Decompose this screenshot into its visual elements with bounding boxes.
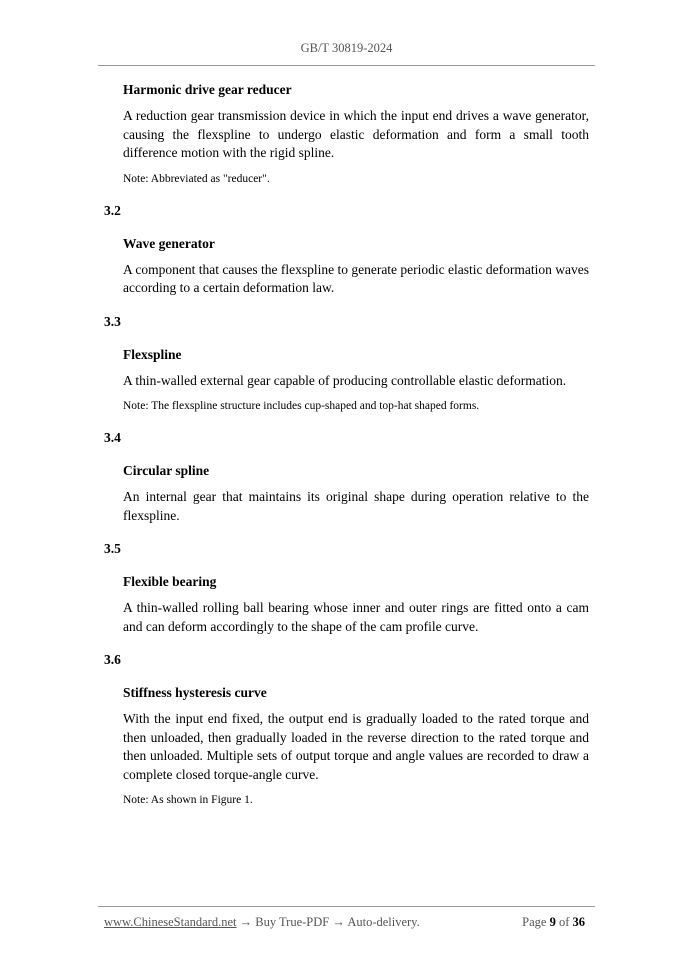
page-header-doc-id: GB/T 30819-2024	[300, 41, 393, 55]
arrow-icon: →	[236, 915, 256, 929]
term-entry-3-6	[104, 650, 589, 808]
term-definition: An internal gear that maintains its original shape during operation relative to the flexspline.	[123, 489, 589, 523]
term-definition: A component that causes the flexspline to generate periodic elastic deformation waves according to a certain deformation law.	[123, 261, 589, 295]
term-definition: With the input end fixed, the output end is gradually loaded to the rated torque and then unloaded, then gradually loaded in the reverse direction to the rated torque and then unloaded. Multiple sets of output torque and angle values are recorded to draw a complete closed torque-angle curve.	[123, 711, 589, 782]
term-entry-3-1	[104, 80, 589, 187]
clause-number: 3.6	[104, 652, 121, 667]
term-definition: A thin-walled rolling ball bearing whose inner and outer rings are fitted onto a cam and can deform accordingly to the shape of the cam profile curve.	[123, 600, 589, 634]
term-entry-3-2	[104, 201, 589, 298]
term-definition: A reduction gear transmission device in which the input end drives a wave generator, causing the flexspline to undergo elastic deformation and form a small tooth difference motion with the rigid spline.	[123, 108, 589, 160]
term-title: Flexible bearing	[123, 574, 217, 589]
of-label: of	[558, 915, 570, 929]
term-title: Stiffness hysteresis curve	[123, 685, 267, 700]
term-title: Harmonic drive gear reducer	[123, 82, 292, 97]
footer-site-link[interactable]: www.ChineseStandard.net	[104, 915, 237, 929]
term-note: Note: Abbreviated as "reducer".	[123, 172, 270, 185]
page-current: 9	[549, 915, 556, 929]
page-number	[522, 915, 585, 930]
term-note: Note: As shown in Figure 1.	[123, 794, 253, 806]
term-definition: A thin-walled external gear capable of producing controllable elastic deformation.	[123, 372, 567, 388]
footer-divider	[98, 906, 595, 907]
page-label: Page	[522, 915, 547, 929]
footer-promo	[104, 915, 420, 930]
header-divider	[98, 65, 595, 66]
clause-number: 3.4	[104, 430, 121, 445]
clause-number: 3.5	[104, 541, 121, 556]
term-title: Wave generator	[123, 235, 215, 251]
term-entry-3-5	[104, 539, 589, 636]
page-total: 36	[572, 915, 585, 929]
footer-delivery-text: Auto-delivery.	[347, 915, 420, 929]
footer-buy-link[interactable]: Buy True-PDF	[255, 915, 330, 929]
term-entry-3-4	[104, 428, 589, 525]
term-entry-3-3	[104, 312, 589, 415]
term-title: Circular spline	[123, 463, 210, 478]
term-note: Note: The flexspline structure includes cup-shaped and top-hat shaped forms.	[123, 400, 480, 412]
document-body	[104, 80, 589, 822]
clause-number: 3.2	[104, 202, 121, 218]
clause-number: 3.3	[104, 313, 121, 329]
arrow-icon: →	[329, 915, 348, 929]
term-title: Flexspline	[123, 346, 182, 362]
